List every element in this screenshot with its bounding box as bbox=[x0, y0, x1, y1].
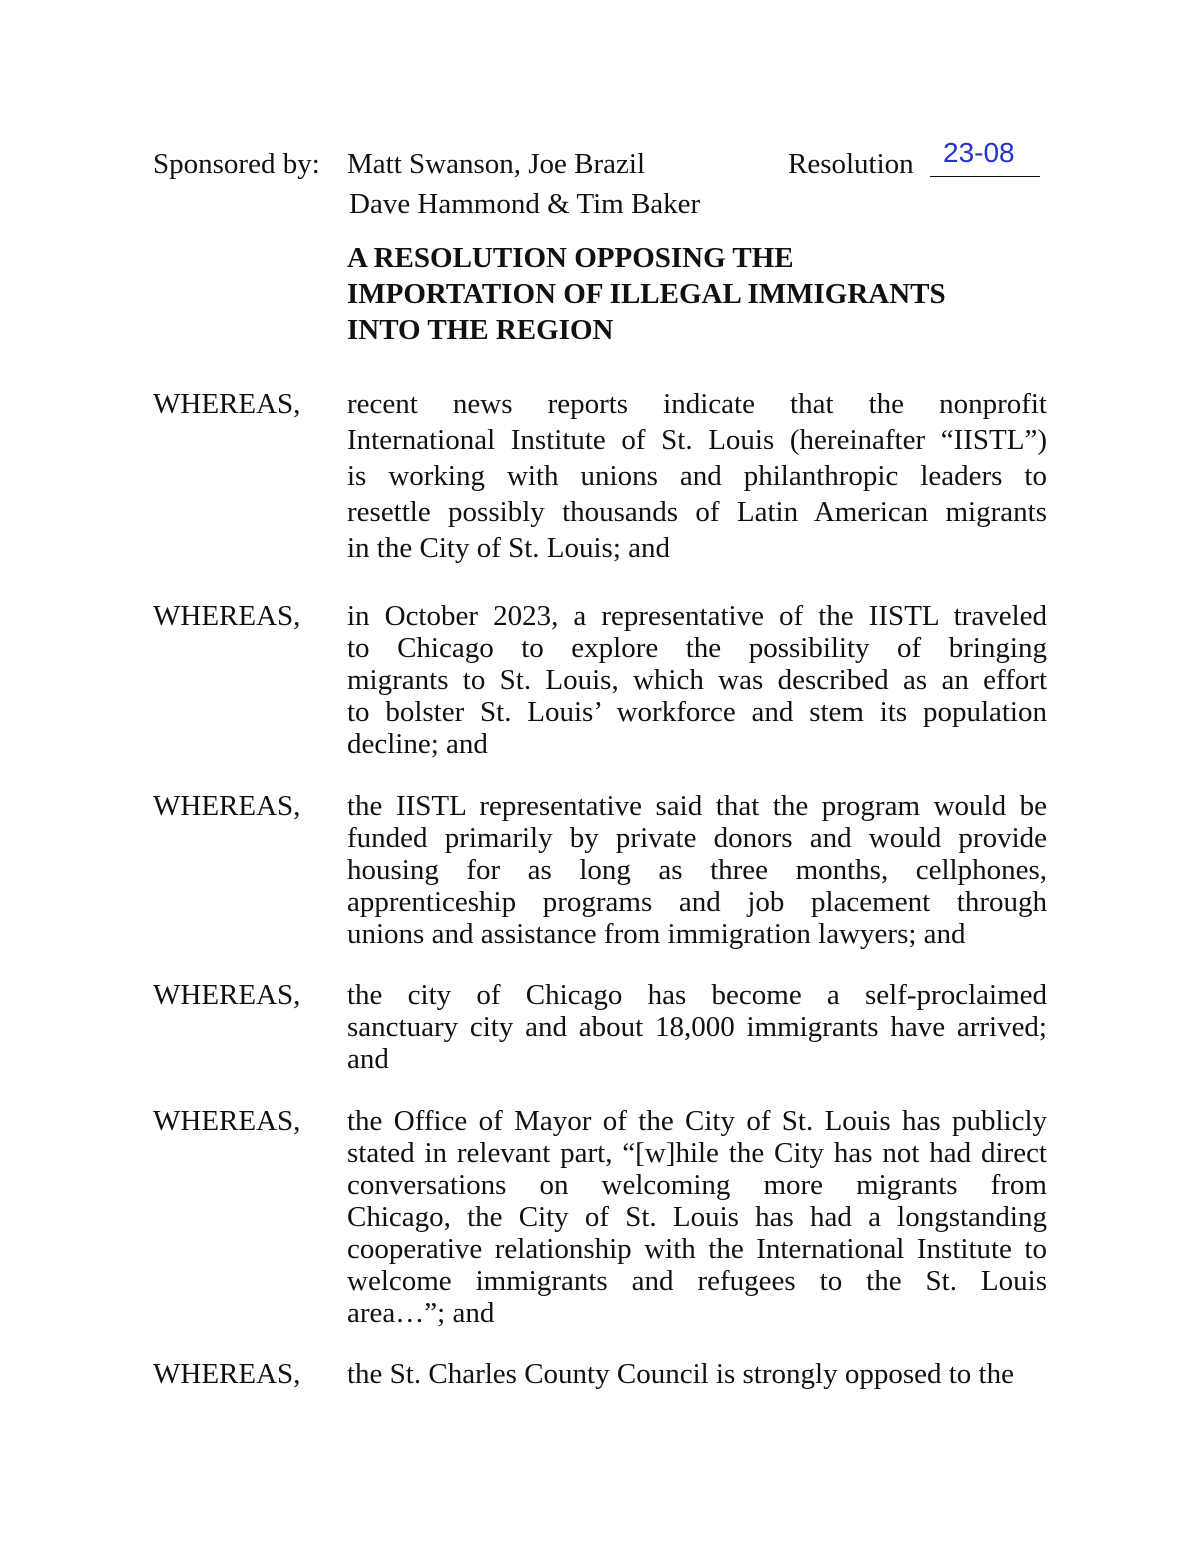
sponsored-by-label: Sponsored by: bbox=[153, 148, 320, 180]
whereas-label: WHEREAS, bbox=[153, 1358, 301, 1390]
clause-line: welcome immigrants and refugees to the St. Louis bbox=[347, 1265, 1047, 1297]
whereas-text bbox=[347, 790, 1047, 950]
resolution-title bbox=[347, 240, 946, 348]
clause-line: International Institute of St. Louis (hereinafter “IISTL”) bbox=[347, 424, 1047, 456]
title-line: IMPORTATION OF ILLEGAL IMMIGRANTS bbox=[347, 278, 946, 310]
clause-line: funded primarily by private donors and would provide bbox=[347, 822, 1047, 854]
clause-line: the city of Chicago has become a self-proclaimed bbox=[347, 979, 1047, 1011]
clause-line: resettle possibly thousands of Latin American migrants bbox=[347, 496, 1047, 528]
clause-line: the IISTL representative said that the program would be bbox=[347, 790, 1047, 822]
clause-line: in the City of St. Louis; and bbox=[347, 532, 671, 564]
whereas-text bbox=[347, 1356, 1047, 1392]
resolution-label: Resolution bbox=[788, 148, 914, 180]
whereas-label: WHEREAS, bbox=[153, 600, 301, 632]
clause-line: housing for as long as three months, cellphones, bbox=[347, 854, 1047, 886]
clause-line: apprenticeship programs and job placement through bbox=[347, 886, 1047, 918]
title-line: A RESOLUTION OPPOSING THE bbox=[347, 242, 794, 274]
clause-line: stated in relevant part, “[w]hile the City has not had direct bbox=[347, 1137, 1047, 1169]
whereas-text bbox=[347, 1105, 1047, 1329]
whereas-label: WHEREAS, bbox=[153, 790, 301, 822]
clause-line: the St. Charles County Council is strongly opposed to the bbox=[347, 1358, 1014, 1390]
title-line: INTO THE REGION bbox=[347, 314, 614, 346]
whereas-label: WHEREAS, bbox=[153, 388, 301, 420]
clause-line: decline; and bbox=[347, 728, 488, 760]
whereas-label: WHEREAS, bbox=[153, 1105, 301, 1137]
clause-line: recent news reports indicate that the nonprofit bbox=[347, 388, 1047, 420]
clause-line: is working with unions and philanthropic leaders to bbox=[347, 460, 1047, 492]
clause-line: in October 2023, a representative of the IISTL traveled bbox=[347, 600, 1047, 632]
resolution-number: 23-08 bbox=[943, 137, 1015, 168]
sponsors-line-1: Matt Swanson, Joe Brazil bbox=[347, 148, 646, 180]
whereas-text bbox=[347, 979, 1047, 1075]
resolution-number-underline bbox=[930, 176, 1040, 177]
clause-line: cooperative relationship with the International Institute to bbox=[347, 1233, 1047, 1265]
sponsors-line-2: Dave Hammond & Tim Baker bbox=[349, 188, 701, 220]
whereas-text bbox=[347, 386, 1047, 566]
clause-line: sanctuary city and about 18,000 immigrants have arrived; bbox=[347, 1011, 1047, 1043]
clause-line: area…”; and bbox=[347, 1297, 495, 1329]
clause-line: and bbox=[347, 1043, 389, 1075]
clause-line: Chicago, the City of St. Louis has had a longstanding bbox=[347, 1201, 1047, 1233]
clause-line: the Office of Mayor of the City of St. Louis has publicly bbox=[347, 1105, 1047, 1137]
clause-line: unions and assistance from immigration lawyers; and bbox=[347, 918, 966, 950]
clause-line: migrants to St. Louis, which was described as an effort bbox=[347, 664, 1047, 696]
whereas-text bbox=[347, 600, 1047, 760]
clause-line: to Chicago to explore the possibility of bringing bbox=[347, 632, 1047, 664]
clause-line: conversations on welcoming more migrants from bbox=[347, 1169, 1047, 1201]
whereas-label: WHEREAS, bbox=[153, 979, 301, 1011]
clause-line: to bolster St. Louis’ workforce and stem its population bbox=[347, 696, 1047, 728]
